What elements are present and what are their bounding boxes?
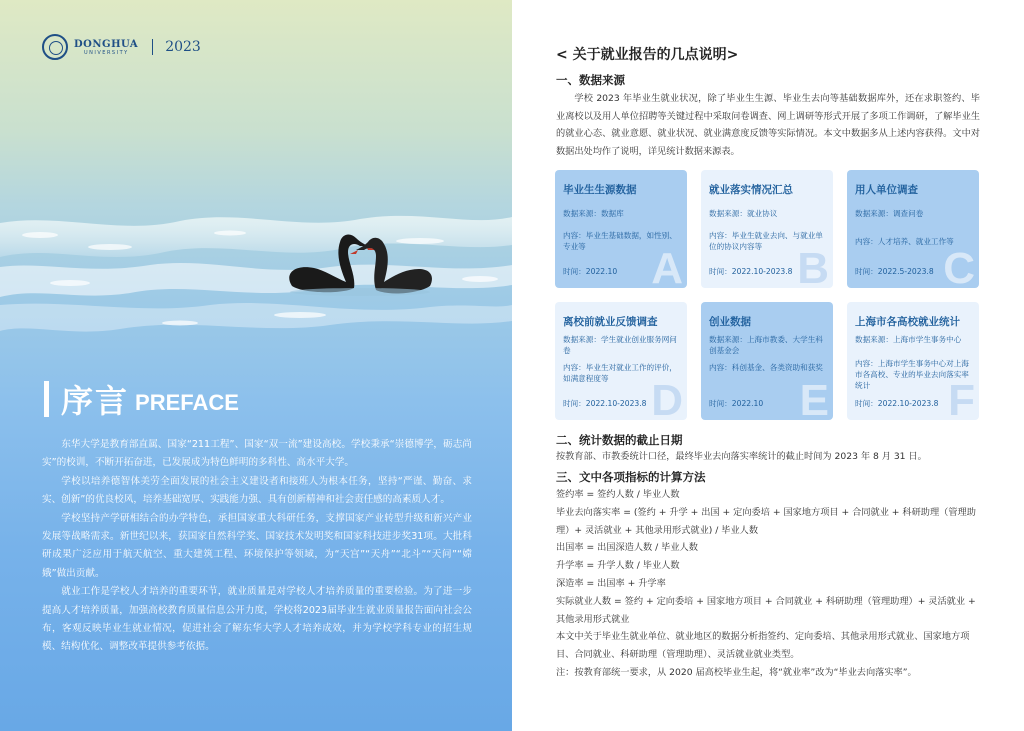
card-letter: F — [948, 376, 975, 420]
card-title: 用人单位调查 — [855, 184, 918, 196]
card-letter: D — [651, 376, 683, 420]
card-time: 时间：2022.5-2023.8 — [855, 267, 934, 276]
card-employment-summary — [701, 170, 833, 288]
card-content: 内容：毕业生就业去向、与就业单位的协议内容等 — [709, 231, 823, 251]
card-content: 内容：上海市学生事务中心对上海市各高校、专业的毕业去向落实率统计 — [855, 359, 969, 390]
logo-divider — [152, 39, 153, 55]
card-title: 离校前就业反馈调查 — [563, 316, 658, 328]
right-page — [512, 0, 1024, 731]
card-employer-survey — [847, 170, 979, 288]
formula-line: 签约率 = 签约人数 / 毕业人数 — [556, 489, 680, 500]
card-time: 时间：2022.10-2023.8 — [855, 399, 939, 408]
card-letter: A — [651, 244, 683, 288]
card-content: 内容：科创基金、各类资助和获奖 — [709, 363, 823, 372]
preface-title-cn: 序言 — [61, 382, 130, 420]
logo-subname: UNIVERSITY — [84, 49, 129, 56]
formula-line: 实际就业人数 = 签约 + 定向委培 + 国家地方项目 + 合同就业 + 科研助理（管理助理）+ 灵活就业 + 其他录用形式就业 — [556, 595, 976, 625]
preface-paragraph: 东华大学是教育部直属、国家“211工程”、国家“双一流”建设高校。学校秉承“崇德博学，砺志尚实”的校训，不断开拓奋进，已发展成为特色鲜明的多科性、高水平大学。 — [42, 439, 472, 469]
card-source: 数据来源：调查问卷 — [855, 209, 924, 218]
card-title: 毕业生生源数据 — [563, 184, 637, 196]
card-title: 上海市各高校就业统计 — [855, 316, 960, 328]
card-source: 数据来源：上海市教委、大学生科创基金会 — [709, 335, 823, 355]
preface-body — [42, 436, 472, 657]
card-shanghai-statistics — [847, 302, 979, 420]
card-time: 时间：2022.10 — [563, 267, 618, 276]
logo-name: DONGHUA — [74, 38, 139, 50]
section-data-sources-body: 学校 2023 年毕业生就业状况，除了毕业生生源、毕业生去向等基础数据库外，还在求职签约、毕业离校以及用人单位招聘等关键过程中采取问卷调查、网上调研等形式开展了多项工作调研，了解毕业生的就业心态、就业意愿、就业状况、就业满意度反馈等实际情况。本文中数据多从上述内容获得。文中对数据出处均作了说明，详见统计数据来源表。 — [556, 93, 980, 157]
preface-paragraph: 学校以培养德智体美劳全面发展的社会主义建设者和接班人为根本任务，坚持“严谨、勤奋、求实、创新”的优良校风，培养基础宽厚、实践能力强、具有创新精神和社会责任感的高素质人才。 — [42, 475, 472, 506]
card-title: 创业数据 — [709, 316, 751, 328]
card-title: 就业落实情况汇总 — [709, 184, 793, 196]
card-content: 内容：毕业生基础数据，如性别、专业等 — [563, 231, 677, 251]
card-time: 时间：2022.10-2023.8 — [563, 399, 647, 408]
page-title: < 关于就业报告的几点说明> — [556, 47, 739, 63]
card-entrepreneurship-data — [701, 302, 833, 420]
formula-line: 毕业去向落实率 = (签约 + 升学 + 出国 + 定向委培 + 国家地方项目 + 合同就业 + 科研助理（管理助理）+ 灵活就业 + 其他录用形式就业) / 毕业人数 — [556, 506, 976, 536]
card-pre-graduation-survey — [555, 302, 687, 420]
card-source: 数据来源：数据库 — [563, 209, 624, 218]
preface-paragraph: 就业工作是学校人才培养的重要环节，就业质量是对学校人才培养质量的重要检验。为了进一步提高人才培养质量，加强高校教育质量信息公开力度，学校将2023届毕业生就业质量报告面向社会公布，客观反映毕业生就业情况，促进社会了解东华大学人才培养成效，并为学校学科专业的招生规模、结构优化、调整改革提供参考依据。 — [42, 586, 472, 653]
preface-heading — [44, 376, 239, 422]
report-year: 2023 — [165, 39, 201, 55]
card-content: 内容：人才培养、就业工作等 — [855, 237, 954, 246]
card-content: 内容：毕业生对就业工作的评价，如满意程度等 — [563, 363, 677, 383]
section-cutoff-body: 按教育部、市教委统计口径，最终毕业去向落实率统计的截止时间为 2023 年 8 月 31 日。 — [556, 451, 927, 462]
card-source: 数据来源：就业协议 — [709, 209, 778, 218]
section-calculation-heading: 三、文中各项指标的计算方法 — [556, 470, 706, 484]
card-letter: C — [943, 244, 975, 288]
formula-line: 本文中关于毕业生就业单位、就业地区的数据分析指签约、定向委培、其他录用形式就业、国家地方项目、合同就业、科研助理（管理助理）、灵活就业就业类型。 — [556, 631, 970, 661]
preface-paragraph: 学校坚持产学研相结合的办学特色，承担国家重大科研任务，支撑国家产业转型升级和新兴产业发展等战略需求。新世纪以来，获国家自然科学奖、国家技术发明奖和国家科技进步奖31项。大批科研成果广泛应用于航天航空、重大建筑工程、环境保护等领域，为“天宫”“天舟”“北斗”“天问”“嫦娥”做出贡献。 — [42, 512, 472, 579]
card-letter: E — [799, 376, 829, 420]
card-source: 数据来源：上海市学生事务中心 — [855, 335, 962, 344]
card-letter: B — [797, 244, 829, 288]
university-logo — [42, 34, 201, 60]
section-cutoff-heading: 二、统计数据的截止日期 — [556, 433, 683, 447]
card-graduate-source-data — [555, 170, 687, 288]
card-time: 时间：2022.10-2023.8 — [709, 267, 793, 276]
black-swans-illustration — [280, 228, 440, 298]
preface-title-en: PREFACE — [135, 390, 239, 415]
card-source: 数据来源：学生就业创业服务网问卷 — [563, 335, 677, 355]
formula-line: 升学率 = 升学人数 / 毕业人数 — [556, 560, 680, 572]
preface-accent-bar — [44, 381, 49, 417]
formula-note: 注：按教育部统一要求，从 2020 届高校毕业生起，将“就业率”改为“毕业去向落实率”。 — [556, 666, 917, 678]
calculation-formulas — [556, 486, 986, 682]
formula-line: 出国率 = 出国深造人数 / 毕业人数 — [556, 542, 698, 554]
formula-line: 深造率 = 出国率 + 升学率 — [556, 577, 666, 589]
university-seal-icon — [42, 34, 68, 60]
section-data-sources-heading: 一、数据来源 — [556, 73, 625, 87]
card-time: 时间：2022.10 — [709, 399, 764, 408]
